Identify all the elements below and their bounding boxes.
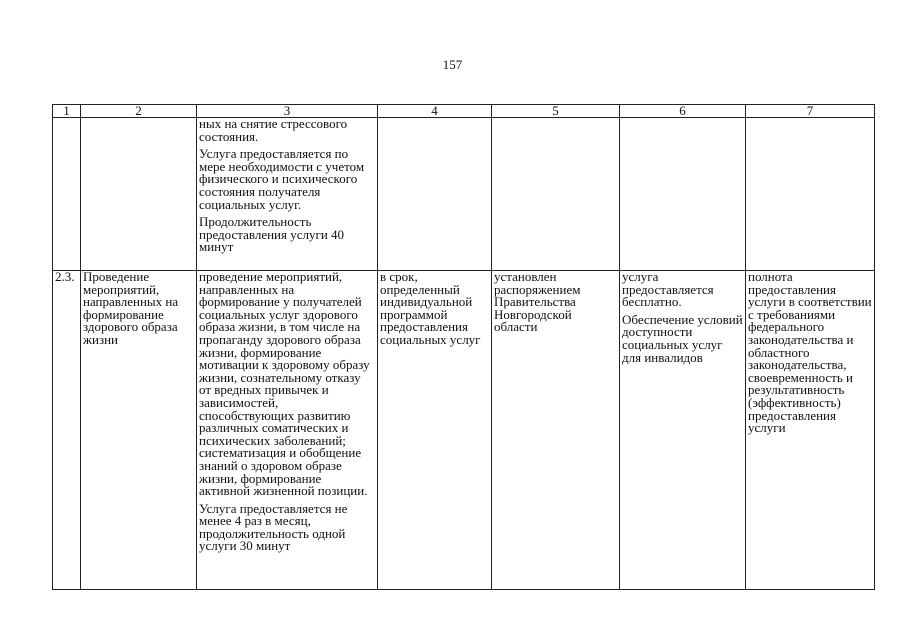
- cell-paragraph: услуга предоставляется бесплатно.: [622, 269, 714, 310]
- table-row: [53, 271, 875, 590]
- cell-paragraph: Услуга предоставляется не менее 4 раз в месяц, продолжительность одной услуги 30 минут: [199, 500, 348, 554]
- service-conditions: [620, 271, 746, 590]
- service-name: Проведение мероприятий, направленных на формирование здорового образа жизни: [81, 271, 197, 590]
- cell-paragraph: Обеспечение условий доступности социальных услуг для инвалидов: [622, 311, 743, 365]
- header-cell: 7: [746, 105, 875, 118]
- table-header-row: [53, 105, 875, 118]
- header-cell: 6: [620, 105, 746, 118]
- service-quality: полнота предоставления услуги в соответствии с требованиями федерального законодательства и областного законодательства, своевременность и результативность (эффективность) предоставления услуги: [746, 271, 875, 590]
- page-number: 157: [442, 57, 463, 72]
- cell-paragraph: ных на снятие стрессового состояния.: [199, 116, 348, 144]
- services-table: [52, 104, 875, 590]
- service-content: [197, 271, 378, 590]
- service-term: в срок, определенный индивидуальной программой предоставления социальных услуг: [378, 271, 492, 590]
- service-number: 2.3.: [53, 271, 81, 590]
- table-cell: [492, 118, 620, 271]
- header-cell: 1: [53, 105, 81, 118]
- table-cell: [746, 118, 875, 271]
- header-cell: 4: [378, 105, 492, 118]
- table-cell: [620, 118, 746, 271]
- header-cell: 5: [492, 105, 620, 118]
- service-cost: установлен распоряжением Правительства Новгородской области: [492, 271, 620, 590]
- table-cell: [53, 118, 81, 271]
- cell-paragraph: проведение мероприятий, направленных на формирование у получателей социальных услуг здорового образа жизни, в том числе на пропаганду здорового образа жизни, формирование мотивации к здоровому образу жизни, сознательному отказу от вредных привычек и зависимостей, способствующих развитию различных соматических и психических заболеваний; систематизация и обобщение знаний о здоровом образе жизни, формирование активной жизненной позиции.: [199, 269, 370, 499]
- cell-paragraph: Услуга предоставляется по мере необходимости с учетом физического и психического состояния получателя социальных услуг.: [199, 146, 365, 212]
- header-cell: 2: [81, 105, 197, 118]
- cell-paragraph: Продолжительность предоставления услуги 40 минут: [199, 214, 345, 255]
- table-cell: [197, 118, 378, 271]
- header-cell: 3: [197, 105, 378, 118]
- table-cell: [378, 118, 492, 271]
- table-cell: [81, 118, 197, 271]
- table-row: [53, 118, 875, 271]
